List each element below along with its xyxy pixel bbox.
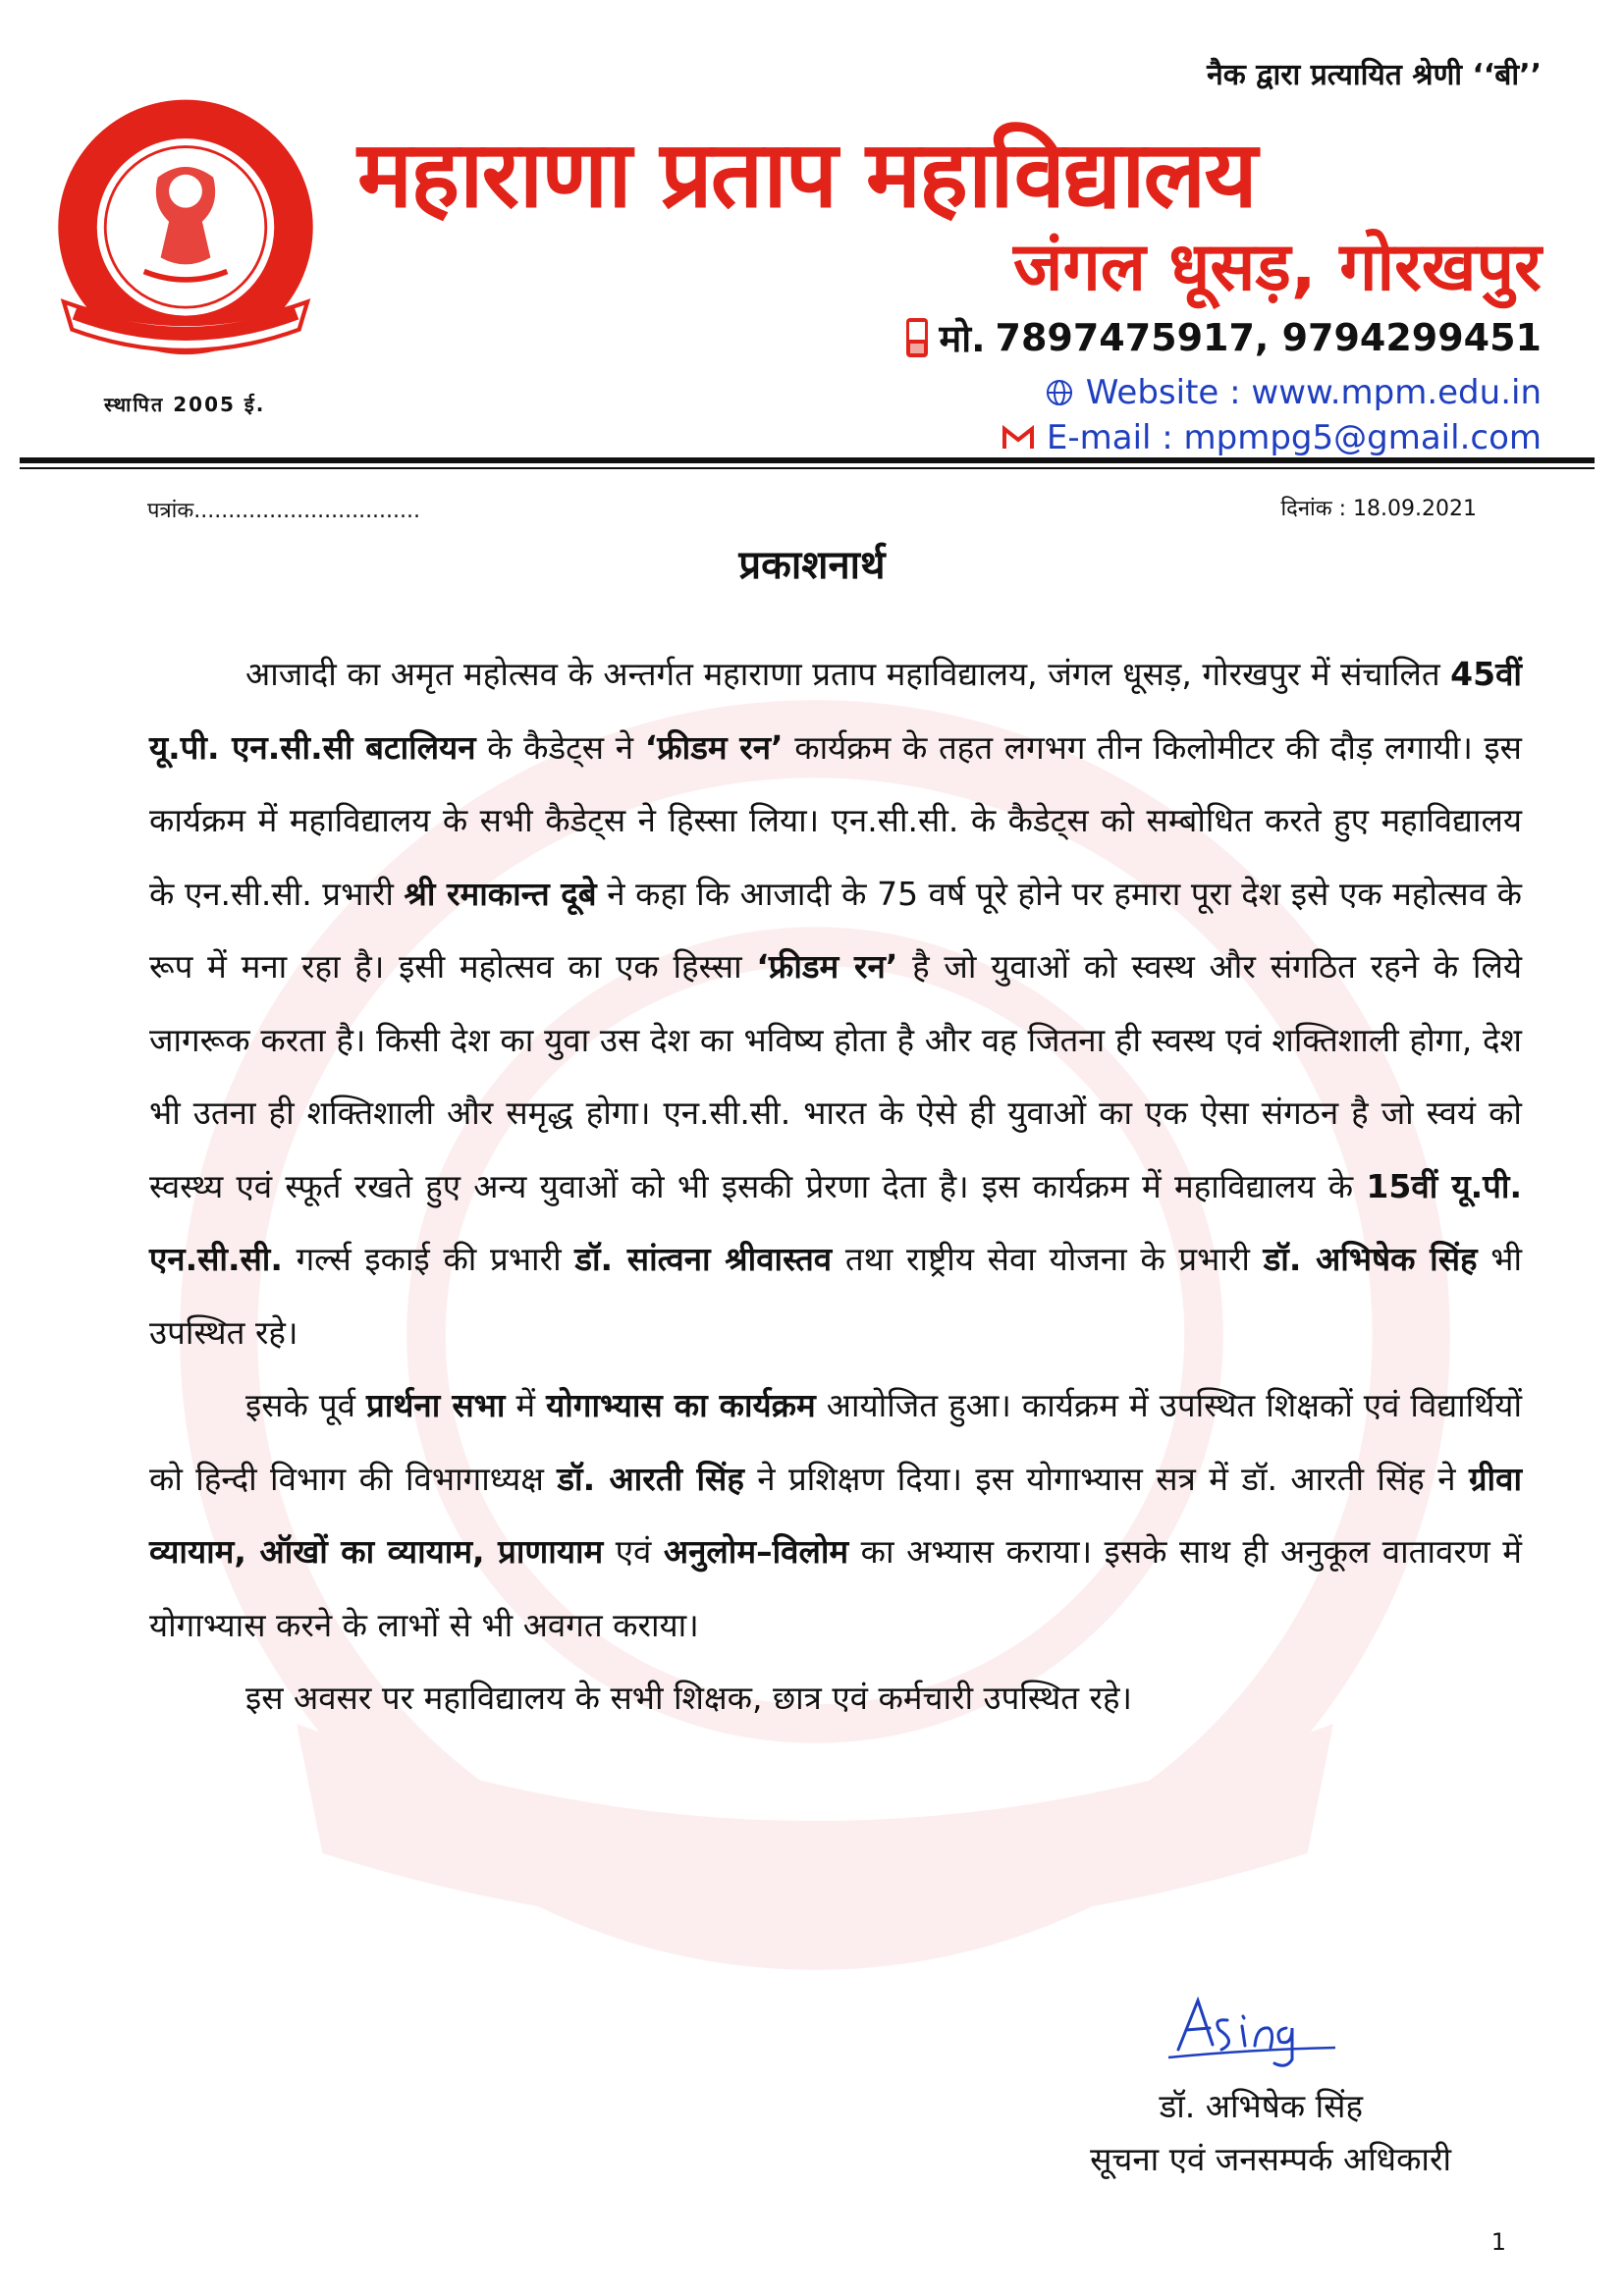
website-link[interactable]: Website : www.mpm.edu.in (1085, 373, 1542, 412)
text-run: आयोजित हुआ। कार्यक्रम में उपस्थित शिक्षकों एवं विद्यार्थियों को हिन्दी विभाग की विभागाध्यक्ष (149, 1386, 1522, 1498)
letter-body (149, 638, 1522, 1735)
text-bold: श्री रमाकान्त दूबे (404, 874, 597, 913)
text-bold: ग्रीवा व्यायाम, ऑखों का व्यायाम, प्राणायाम (149, 1459, 1522, 1571)
college-name: महाराणा प्रताप महाविद्यालय (357, 122, 1256, 229)
text-run: कार्यक्रम के तहत लगभग तीन किलोमीटर की दौड़ लगायी। इस कार्यक्रम में महाविद्यालय के सभी कैडेट्स ने हिस्सा लिया। एन.सी.सी. के कैडेट्स को सम्बोधित करते हुए महाविद्यालय के एन.सी.सी. प्रभारी (149, 727, 1522, 913)
handwritten-signature (1159, 1981, 1345, 2069)
phone-numbers: 7897475917, 9794299451 (995, 316, 1542, 359)
signatory-designation: सूचना एवं जनसम्पर्क अधिकारी (1090, 2140, 1451, 2178)
text-run: में (505, 1386, 547, 1424)
gmail-icon (1001, 425, 1035, 451)
text-bold: 45वीं यू.पी. एन.सी.सी बटालियन (149, 655, 1522, 767)
text-run: इसके पूर्व (245, 1386, 367, 1424)
college-location: जंगल धूसड़, गोरखपुर (1013, 229, 1542, 306)
text-bold: योगाभ्यास का कार्यक्रम (546, 1386, 816, 1424)
date-value: 18.09.2021 (1353, 497, 1477, 521)
globe-icon (1045, 378, 1074, 407)
signatory-name: डॉ. अभिषेक सिंह (1159, 2087, 1363, 2125)
established-year: स्थापित 2005 ई. (104, 393, 266, 416)
phone-prefix: मो. (939, 317, 986, 360)
text-run: के कैडेट्स ने (475, 727, 645, 767)
text-run: ने कहा कि आजादी के 75 वर्ष पूरे होने पर हमारा पूरा देश इसे एक महोत्सव के रूप में मना रहा है। इसी महोत्सव का एक हिस्सा (149, 874, 1522, 986)
text-run: गर्ल्स इकाई की प्रभारी (282, 1240, 575, 1278)
mobile-phone-icon (904, 316, 930, 359)
text-run: भी उपस्थित रहे। (149, 1240, 1522, 1352)
date-line (1280, 493, 1477, 522)
page-number: 1 (1490, 2228, 1506, 2256)
text-bold: डॉ. अभिषेक सिंह (1263, 1240, 1478, 1278)
text-run: का अभ्यास कराया। इसके साथ ही अनुकूल वातावरण में योगाभ्यास करने के लाभों से भी अवगत कराया। (149, 1532, 1522, 1644)
text-run: है जो युवाओं को स्वस्थ और संगठित रहने के लिये जागरूक करता है। किसी देश का युवा उस देश का भविष्य होता है और वह जितना ही स्वस्थ एवं शक्तिशाली होगा, देश भी उतना ही शक्तिशाली और समृद्ध होगा। एन.सी.सी. भारत के ऐसे ही युवाओं का एक ऐसा संगठन है जो स्वयं को स्वस्थ्य एवं स्फूर्त रखते हुए अन्य युवाओं को भी इसकी प्रेरणा देता है। इस कार्यक्रम में महाविद्यालय के (149, 947, 1522, 1205)
contact-phone (904, 312, 1543, 363)
header-divider-thin (20, 467, 1595, 469)
date-label: दिनांक : (1280, 497, 1347, 521)
text-bold: डॉ. सांत्वना श्रीवास्तव (574, 1240, 833, 1278)
paragraph-yoga (149, 1369, 1522, 1662)
text-bold: ‘फ्रीडम रन’ (756, 947, 898, 986)
college-logo (47, 94, 324, 371)
text-bold: प्रार्थना सभा (366, 1386, 506, 1424)
header-divider (20, 457, 1595, 463)
paragraph-freedom-run (149, 638, 1522, 1369)
text-bold: अनुलोम–विलोम (663, 1532, 849, 1571)
contact-website[interactable] (1045, 373, 1542, 412)
contact-email[interactable] (1001, 418, 1542, 457)
reference-number: पत्रांक................................. (147, 499, 421, 523)
text-run: आजादी का अमृत महोत्सव के अन्तर्गत महाराणा प्रताप महाविद्यालय, जंगल धूसड़, गोरखपुर में संचालित (245, 655, 1451, 693)
text-bold: डॉ. आरती सिंह (557, 1459, 744, 1498)
accreditation-grade: नैक द्वारा प्रत्यायित श्रेणी ‘‘बी’’ (1207, 58, 1542, 92)
text-run: एवं (603, 1532, 664, 1571)
text-run: ने प्रशिक्षण दिया। इस योगाभ्यास सत्र में डॉ. आरती सिंह ने (743, 1459, 1469, 1498)
text-bold: 15वीं यू.पी. एन.सी.सी. (149, 1166, 1523, 1278)
text-run: तथा राष्ट्रीय सेवा योजना के प्रभारी (832, 1240, 1264, 1278)
text-bold: ‘फ्रीडम रन’ (644, 727, 784, 767)
email-link[interactable]: E-mail : mpmpg5@gmail.com (1046, 418, 1542, 457)
paragraph-closing: इस अवसर पर महाविद्यालय के सभी शिक्षक, छात्र एवं कर्मचारी उपस्थित रहे। (245, 1679, 1133, 1717)
press-release-title: प्रकाशनार्थ (738, 543, 886, 588)
